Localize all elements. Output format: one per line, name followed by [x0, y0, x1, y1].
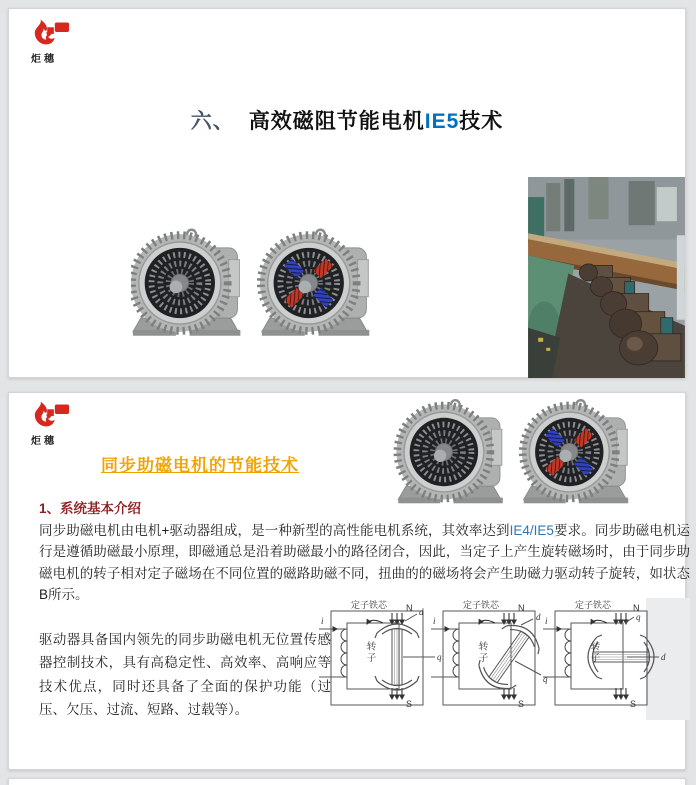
d-axis-label: d	[536, 612, 541, 622]
slide1-title-suffix: 技术	[459, 110, 504, 134]
current-label: i	[433, 616, 436, 626]
d-axis-label: d	[419, 607, 424, 617]
driver-paragraph: 驱动器具备国内领先的同步助磁电机无位置传感器控制技术，具有高稳定性、高效率、高响应等技术优点，同时还具备了全面的保护功能（过压、欠压、过流、短路、过载等）。	[39, 631, 331, 717]
stator-core-label: 定子铁芯	[463, 600, 500, 610]
para1-text-2: 要求。同步助磁电机运行是遵循助磁最小原理，即磁通总是沿着助磁最小的路径闭合，因此，当定子上产生旋转磁场时，由于同步助磁电机的转子相对定子磁场在不同位置的磁路助磁不同，扭曲的的磁场将会产生助磁力驱动转子旋转，如状态B所示。	[39, 522, 690, 602]
diagram-drawing	[317, 593, 445, 719]
pole-n-label: N	[633, 603, 640, 613]
rotor-label: 转子	[476, 641, 488, 664]
motor-diagram-state-b	[429, 593, 557, 719]
d-axis-label: d	[661, 652, 666, 662]
slide-2	[8, 392, 690, 770]
slide1-title-ie5: IE5	[424, 110, 460, 134]
rotor-label: 转子	[588, 641, 600, 664]
pole-n-label: N	[518, 603, 525, 613]
motor-diagram-state-a	[317, 593, 445, 719]
brand-logo	[31, 399, 91, 447]
brand-name: 炬穗	[31, 54, 57, 65]
flame-logo-icon	[31, 399, 71, 431]
motor-render-plain	[131, 230, 240, 336]
slide1-title-number: 六、	[190, 110, 235, 134]
stator-core-label: 定子铁芯	[575, 600, 612, 610]
motor-render-magnet	[260, 230, 369, 336]
rotor-label: 转子	[364, 641, 376, 664]
factory-photo	[528, 177, 685, 378]
current-label: i	[545, 616, 548, 626]
pole-n-label: N	[406, 603, 413, 613]
motor-diagram-state-c	[541, 593, 669, 719]
q-axis-label: q	[437, 652, 442, 662]
slide2-heading: 同步助磁电机的节能技术	[101, 456, 299, 476]
motor-render-pair	[393, 395, 643, 509]
pole-s-label: S	[406, 699, 413, 709]
brand-logo	[31, 17, 91, 65]
slide1-title-text: 高效磁阻节能电机	[248, 110, 425, 134]
slide-1	[8, 8, 686, 378]
motor-render-magnet	[522, 400, 628, 503]
pole-s-label: S	[518, 699, 525, 709]
brand-name: 炬穗	[31, 436, 57, 447]
motor-render-plain	[396, 400, 502, 503]
q-axis-label: q	[636, 612, 641, 622]
stator-core-label: 定子铁芯	[351, 600, 388, 610]
section1-title: 1、系统基本介绍	[39, 500, 142, 516]
para1-text-1: 同步助磁电机由电机+驱动器组成，是一种新型的高性能电机系统，其效率达到	[39, 522, 510, 538]
slide1-title	[9, 105, 685, 135]
diagram-drawing	[541, 593, 669, 719]
motor-render-pair	[131, 221, 381, 345]
flame-logo-icon	[31, 17, 71, 49]
pole-s-label: S	[630, 699, 637, 709]
q-axis-label: q	[543, 674, 548, 684]
para1-ie-rating: IE4/IE5	[509, 522, 554, 538]
current-label: i	[321, 616, 324, 626]
slide-3-peek	[8, 778, 686, 785]
